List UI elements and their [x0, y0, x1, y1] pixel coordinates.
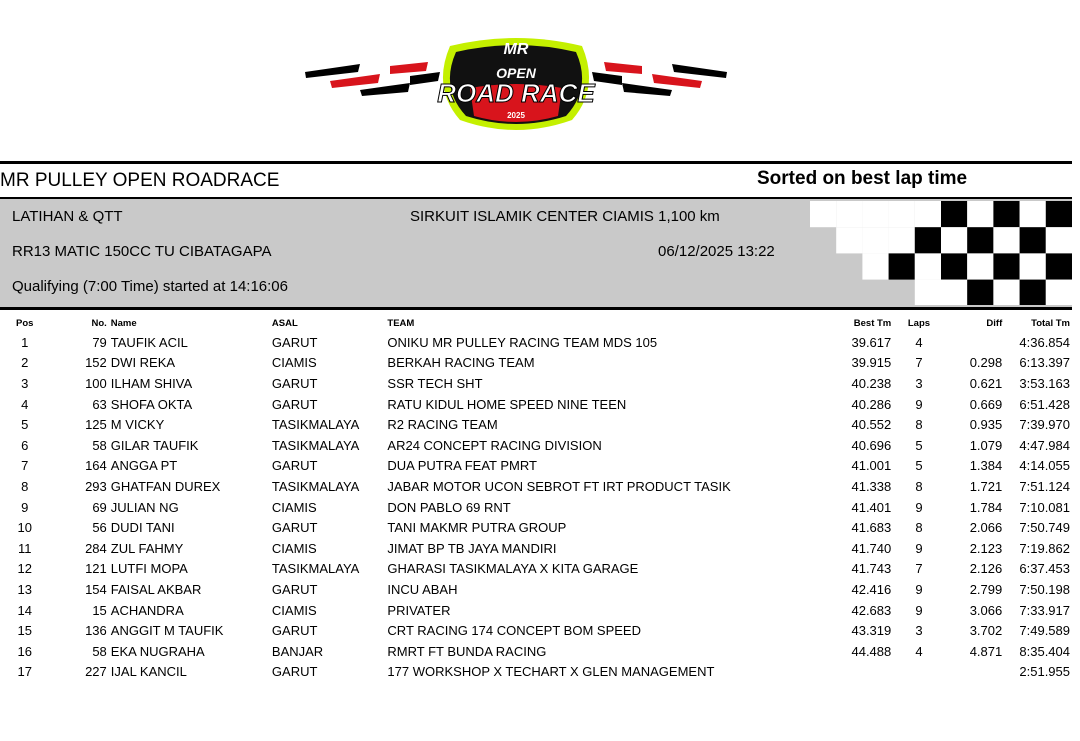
cell-no: 100: [85, 375, 107, 391]
session-datetime: 06/12/2025 13:22: [658, 243, 775, 260]
cell-asal: GARUT: [271, 458, 318, 474]
table-row: [0, 517, 1072, 538]
cell-best: 43.319: [851, 623, 892, 639]
cell-team: DON PABLO 69 RNT: [387, 499, 511, 515]
cell-diff: 1.079: [969, 437, 1003, 453]
cell-team: RATU KIDUL HOME SPEED NINE TEEN: [387, 396, 627, 412]
cell-name: TAUFIK ACIL: [110, 334, 188, 350]
sort-note: Sorted on best lap time: [757, 168, 968, 189]
col-best: Best Tm: [853, 317, 892, 329]
logo-year: 2025: [507, 111, 525, 120]
cell-diff: 0.669: [969, 396, 1003, 412]
cell-no: 125: [85, 417, 107, 433]
cell-pos: 13: [17, 581, 32, 597]
cell-diff: 0.298: [969, 355, 1003, 371]
cell-laps: [891, 662, 946, 683]
cell-asal: GARUT: [271, 520, 318, 536]
logo-mid-text: OPEN: [496, 65, 536, 81]
cell-asal: TASIKMALAYA: [271, 561, 360, 577]
cell-best: 41.001: [851, 458, 892, 474]
cell-team: JABAR MOTOR UCON SEBROT FT IRT PRODUCT TASIK: [387, 478, 731, 494]
cell-best: 39.617: [851, 334, 892, 350]
cell-total: 7:51.124: [1019, 478, 1070, 494]
cell-total: 6:37.453: [1019, 561, 1070, 577]
cell-diff: 2.123: [969, 540, 1003, 556]
table-row: [0, 559, 1072, 580]
cell-name: GILAR TAUFIK: [110, 437, 199, 453]
cell-total: 7:49.589: [1019, 623, 1070, 639]
cell-name: ANGGA PT: [110, 458, 178, 474]
cell-total: 8:35.404: [1019, 643, 1070, 659]
cell-team: SSR TECH SHT: [387, 375, 483, 391]
cell-laps: 7: [915, 561, 923, 577]
cell-total: 7:39.970: [1019, 417, 1070, 433]
cell-no: 63: [92, 396, 107, 412]
cell-laps: 5: [915, 437, 923, 453]
cell-pos: 14: [17, 602, 32, 618]
logo-main-text: ROAD RACE: [437, 78, 595, 108]
cell-total: 7:33.917: [1019, 602, 1070, 618]
cell-total: 6:51.428: [1019, 396, 1070, 412]
table-row: [0, 620, 1072, 641]
cell-total: 4:14.055: [1019, 458, 1070, 474]
col-laps: Laps: [907, 317, 931, 329]
cell-pos: 5: [21, 417, 29, 433]
col-asal: ASAL: [271, 317, 298, 329]
cell-name: SHOFA OKTA: [110, 396, 193, 412]
cell-total: 6:13.397: [1019, 355, 1070, 371]
table-row: [0, 414, 1072, 435]
cell-asal: CIAMIS: [271, 602, 317, 618]
cell-laps: 4: [915, 643, 923, 659]
cell-name: EKA NUGRAHA: [110, 643, 205, 659]
cell-pos: 15: [17, 623, 32, 639]
cell-name: IJAL KANCIL: [110, 664, 187, 680]
cell-no: 58: [92, 643, 107, 659]
table-row: [0, 456, 1072, 477]
table-header: [0, 314, 1072, 332]
cell-asal: BANJAR: [271, 643, 324, 659]
table-row: [0, 579, 1072, 600]
cell-total: 4:47.984: [1019, 437, 1070, 453]
cell-team: JIMAT BP TB JAYA MANDIRI: [387, 540, 557, 556]
cell-pos: 7: [21, 458, 29, 474]
cell-laps: 3: [915, 375, 923, 391]
cell-name: ZUL FAHMY: [110, 540, 184, 556]
cell-diff: 1.784: [969, 499, 1003, 515]
cell-total: 4:36.854: [1019, 334, 1070, 350]
cell-best: 41.740: [851, 540, 892, 556]
logo-top-text: MR: [503, 41, 529, 58]
cell-team: R2 RACING TEAM: [387, 417, 498, 433]
results-table: [0, 314, 1072, 682]
cell-asal: TASIKMALAYA: [271, 437, 360, 453]
cell-pos: 10: [17, 520, 32, 536]
cell-name: GHATFAN DUREX: [110, 478, 221, 494]
cell-pos: 12: [17, 561, 32, 577]
cell-best: 42.683: [851, 602, 892, 618]
cell-best: 39.915: [851, 355, 892, 371]
cell-asal: TASIKMALAYA: [271, 478, 360, 494]
session-info-panel: [0, 197, 1072, 310]
cell-team: ONIKU MR PULLEY RACING TEAM MDS 105: [387, 334, 658, 350]
cell-pos: 17: [17, 664, 32, 680]
cell-laps: 9: [915, 602, 923, 618]
cell-no: 56: [92, 520, 107, 536]
table-row: [0, 373, 1072, 394]
cell-pos: 16: [17, 643, 32, 659]
cell-diff: 3.702: [969, 623, 1003, 639]
event-logo: [300, 28, 732, 138]
checkered-wing-left-icon: [305, 62, 440, 96]
table-row: [0, 394, 1072, 415]
table-row: [0, 332, 1072, 353]
cell-best: 40.696: [851, 437, 892, 453]
cell-team: DUA PUTRA FEAT PMRT: [387, 458, 537, 474]
cell-name: DWI REKA: [110, 355, 176, 371]
cell-best: 40.238: [851, 375, 892, 391]
cell-no: 164: [85, 458, 107, 474]
cell-diff: 1.384: [969, 458, 1003, 474]
cell-name: FAISAL AKBAR: [110, 581, 202, 597]
cell-diff: [947, 332, 1003, 353]
cell-diff: 0.935: [969, 417, 1003, 433]
table-row: [0, 497, 1072, 518]
col-pos: Pos: [15, 317, 34, 329]
cell-diff: 4.871: [969, 643, 1003, 659]
cell-no: 152: [85, 355, 107, 371]
table-row: [0, 538, 1072, 559]
table-row: [0, 435, 1072, 456]
cell-name: DUDI TANI: [110, 520, 175, 536]
cell-no: 58: [92, 437, 107, 453]
cell-pos: 2: [21, 355, 29, 371]
cell-best: 44.488: [851, 643, 892, 659]
table-row: [0, 641, 1072, 662]
cell-laps: 3: [915, 623, 923, 639]
cell-asal: CIAMIS: [271, 540, 317, 556]
table-row: [0, 476, 1072, 497]
cell-asal: CIAMIS: [271, 355, 317, 371]
cell-team: 177 WORKSHOP X TECHART X GLEN MANAGEMENT: [387, 664, 715, 680]
cell-laps: 8: [915, 478, 923, 494]
cell-asal: GARUT: [271, 375, 318, 391]
col-diff: Diff: [986, 317, 1003, 329]
qualifying-info: Qualifying (7:00 Time) started at 14:16:06: [12, 278, 288, 295]
cell-team: AR24 CONCEPT RACING DIVISION: [387, 437, 602, 453]
cell-best: 41.683: [851, 520, 892, 536]
cell-team: GHARASI TASIKMALAYA X KITA GARAGE: [387, 561, 639, 577]
cell-no: 79: [92, 334, 107, 350]
cell-no: 284: [85, 540, 107, 556]
cell-no: 121: [85, 561, 107, 577]
circuit-name: SIRKUIT ISLAMIK CENTER CIAMIS 1,100 km: [410, 208, 720, 225]
cell-laps: 7: [915, 355, 923, 371]
table-row: [0, 662, 1072, 683]
cell-team: PRIVATER: [387, 602, 451, 618]
checkered-wing-right-icon: [592, 62, 727, 96]
cell-total: 3:53.163: [1019, 375, 1070, 391]
cell-no: 154: [85, 581, 107, 597]
cell-asal: GARUT: [271, 581, 318, 597]
col-name: Name: [110, 317, 137, 329]
cell-name: M VICKY: [110, 417, 165, 433]
cell-name: ILHAM SHIVA: [110, 375, 193, 391]
event-title: MR PULLEY OPEN ROADRACE: [0, 170, 280, 191]
cell-pos: 4: [21, 396, 29, 412]
cell-best: [814, 662, 891, 683]
cell-laps: 8: [915, 520, 923, 536]
cell-no: 15: [92, 602, 107, 618]
col-team: TEAM: [387, 317, 415, 329]
cell-pos: 6: [21, 437, 29, 453]
session-name: LATIHAN & QTT: [12, 208, 123, 225]
cell-pos: 8: [21, 478, 29, 494]
col-total: Total Tm: [1031, 317, 1070, 329]
cell-asal: GARUT: [271, 334, 318, 350]
cell-diff: 2.799: [969, 581, 1003, 597]
cell-laps: 9: [915, 540, 923, 556]
title-bar: [0, 161, 1072, 200]
checkered-flag-icon: [810, 199, 1072, 305]
cell-total: 7:50.198: [1019, 581, 1070, 597]
cell-diff: 2.066: [969, 520, 1003, 536]
cell-team: BERKAH RACING TEAM: [387, 355, 535, 371]
cell-team: CRT RACING 174 CONCEPT BOM SPEED: [387, 623, 641, 639]
cell-name: LUTFI MOPA: [110, 561, 188, 577]
cell-total: 2:51.955: [1019, 664, 1070, 680]
cell-best: 41.401: [851, 499, 892, 515]
cell-no: 227: [85, 664, 107, 680]
cell-diff: 2.126: [969, 561, 1003, 577]
cell-asal: GARUT: [271, 664, 318, 680]
cell-best: 41.743: [851, 561, 892, 577]
cell-laps: 9: [915, 499, 923, 515]
cell-laps: 8: [915, 417, 923, 433]
cell-team: TANI MAKMR PUTRA GROUP: [387, 520, 567, 536]
cell-laps: 9: [915, 581, 923, 597]
cell-asal: GARUT: [271, 623, 318, 639]
cell-diff: [947, 662, 1003, 683]
cell-best: 40.286: [851, 396, 892, 412]
cell-no: 136: [85, 623, 107, 639]
table-row: [0, 600, 1072, 621]
table-row: [0, 353, 1072, 374]
cell-name: JULIAN NG: [110, 499, 179, 515]
cell-name: ACHANDRA: [110, 602, 184, 618]
cell-asal: CIAMIS: [271, 499, 317, 515]
cell-diff: 1.721: [969, 478, 1003, 494]
cell-pos: 9: [21, 499, 29, 515]
cell-pos: 3: [21, 375, 29, 391]
cell-best: 41.338: [851, 478, 892, 494]
cell-pos: 1: [21, 334, 29, 350]
cell-team: RMRT FT BUNDA RACING: [387, 643, 547, 659]
cell-best: 40.552: [851, 417, 892, 433]
cell-team: INCU ABAH: [387, 581, 458, 597]
class-name: RR13 MATIC 150CC TU CIBATAGAPA: [12, 243, 272, 260]
cell-no: 69: [92, 499, 107, 515]
cell-laps: 4: [915, 334, 923, 350]
cell-asal: GARUT: [271, 396, 318, 412]
cell-total: 7:19.862: [1019, 540, 1070, 556]
cell-diff: 0.621: [969, 375, 1003, 391]
cell-name: ANGGIT M TAUFIK: [110, 623, 224, 639]
cell-pos: 11: [17, 540, 32, 556]
cell-best: 42.416: [851, 581, 892, 597]
col-no: No.: [91, 317, 107, 329]
cell-total: 7:50.749: [1019, 520, 1070, 536]
cell-asal: TASIKMALAYA: [271, 417, 360, 433]
cell-no: 293: [85, 478, 107, 494]
cell-laps: 5: [915, 458, 923, 474]
cell-laps: 9: [915, 396, 923, 412]
cell-total: 7:10.081: [1019, 499, 1070, 515]
cell-diff: 3.066: [969, 602, 1003, 618]
